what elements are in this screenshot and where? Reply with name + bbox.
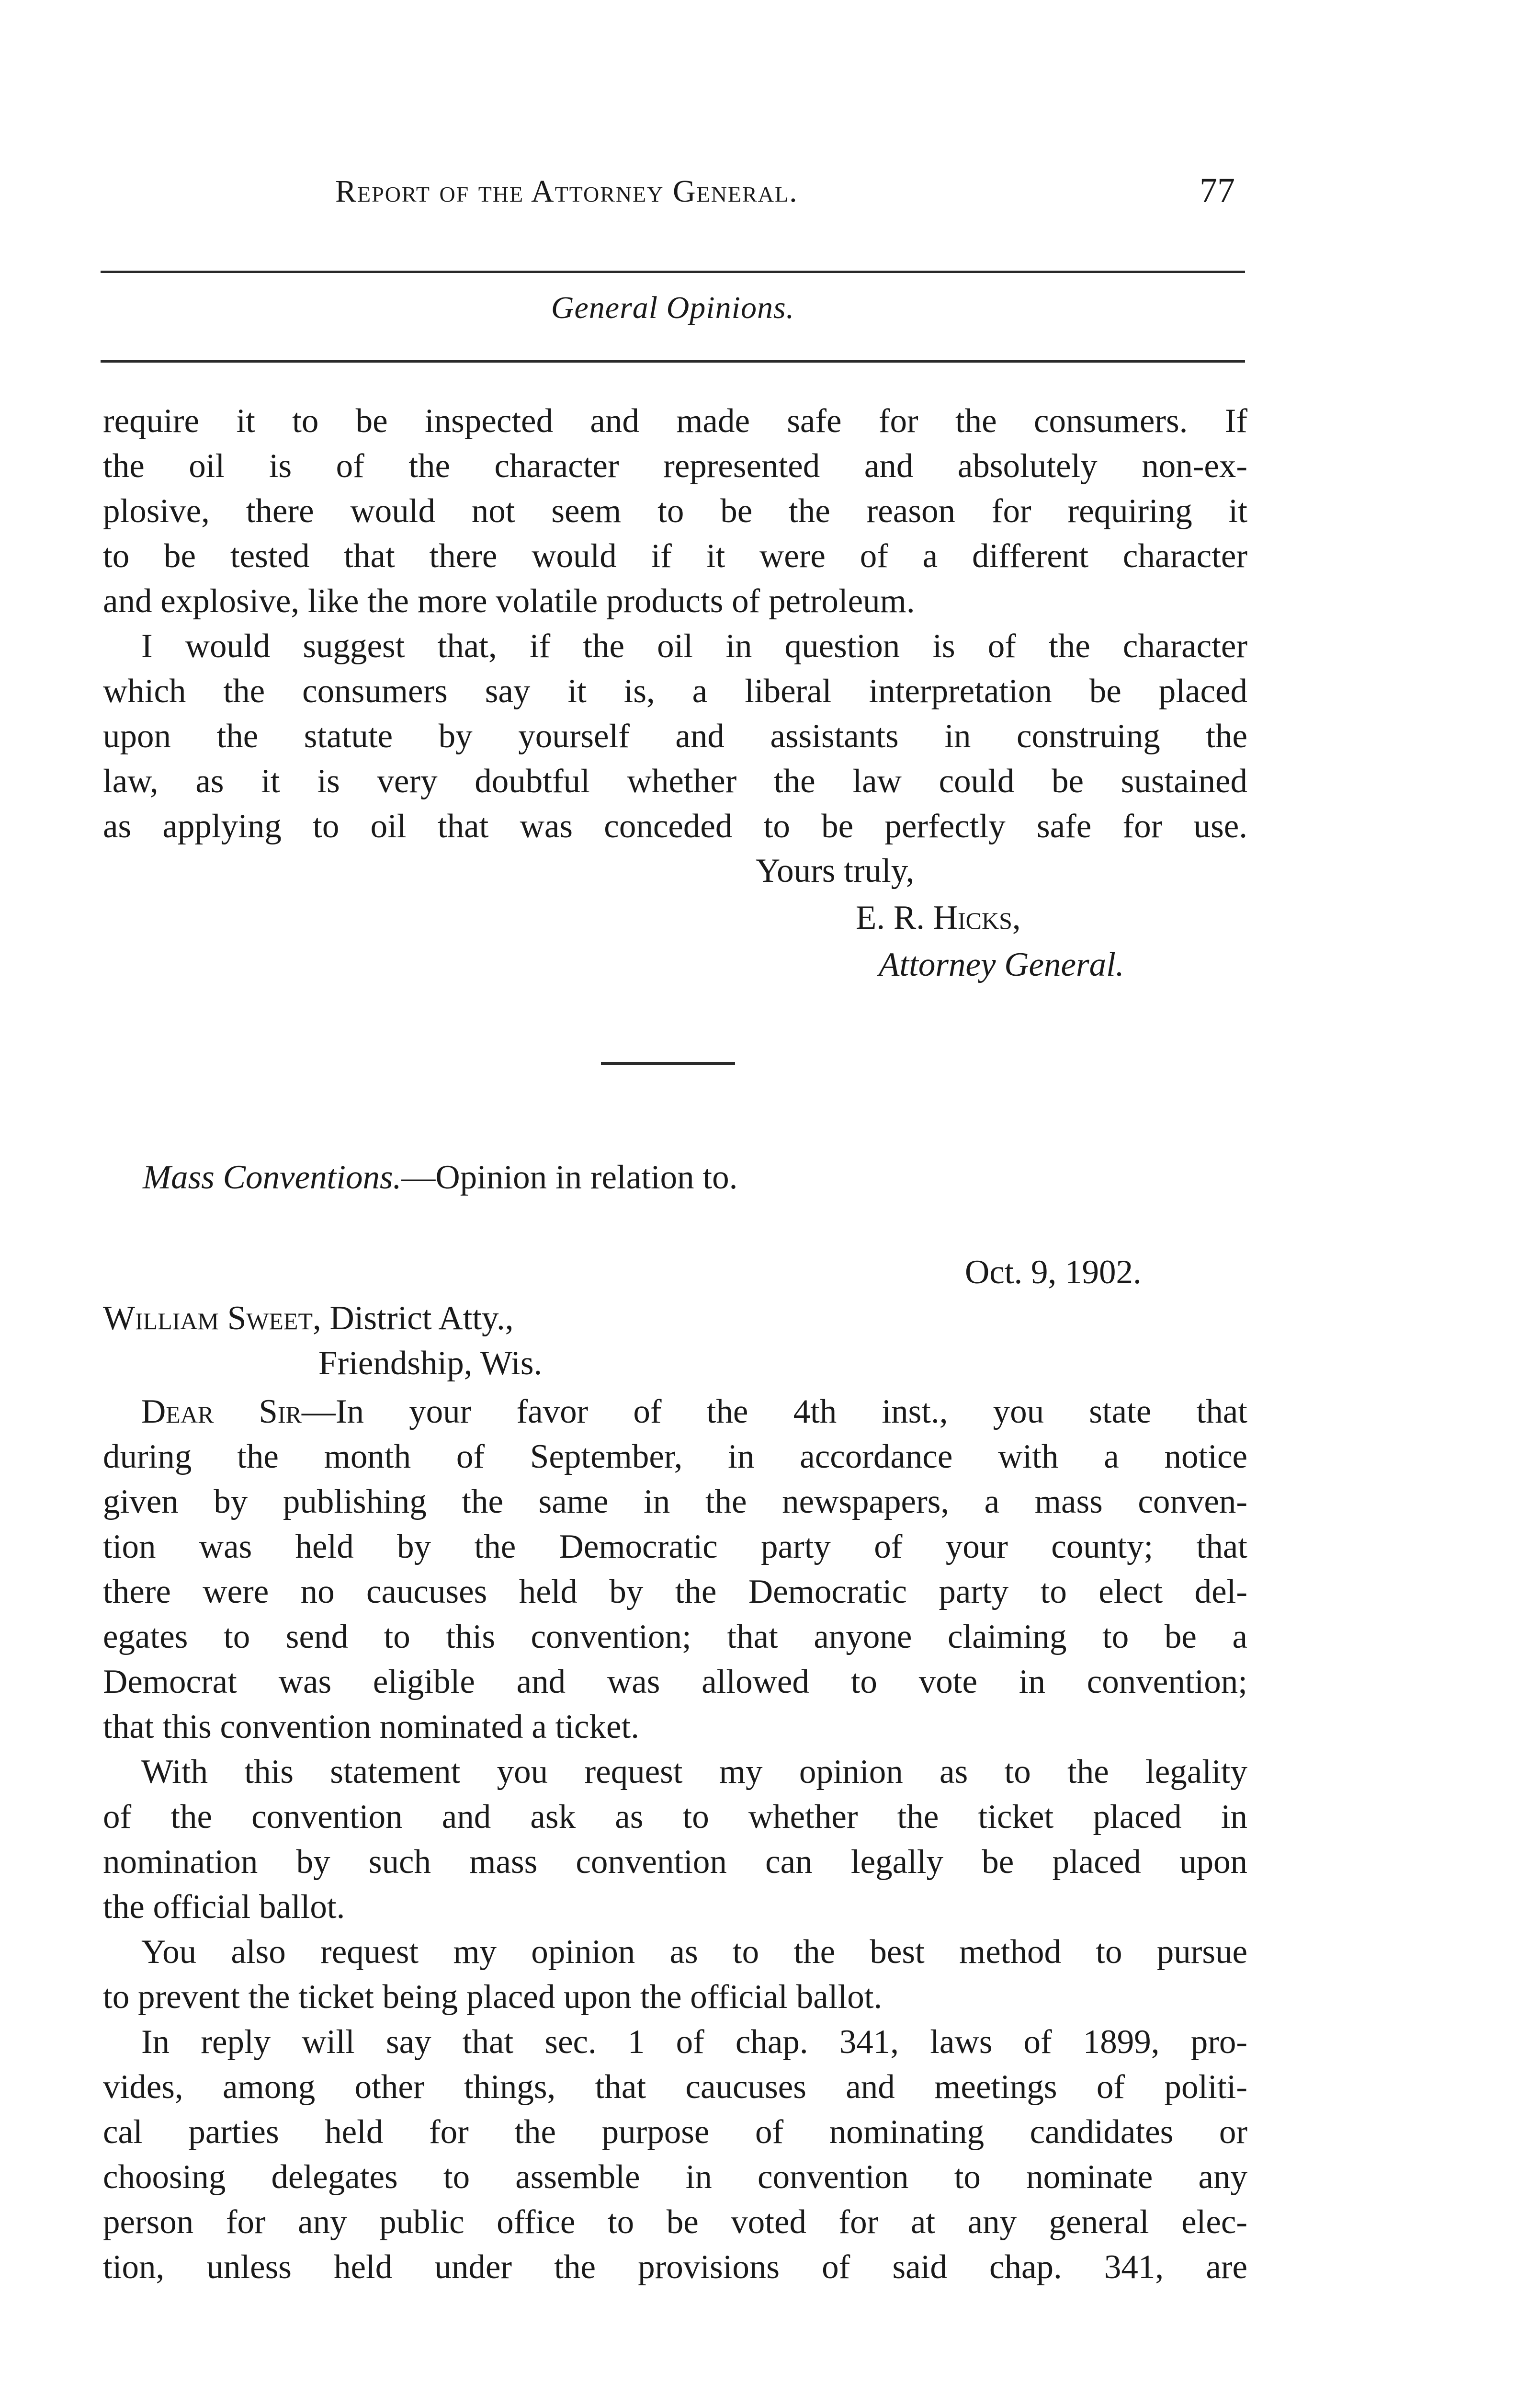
body-line: and explosive, like the more volatile products of petroleum. [103, 582, 915, 620]
addressee-name: William Sweet, [103, 1300, 321, 1337]
body-line: cal parties held for the purpose of nominating candidates or [103, 2113, 1247, 2151]
addressee-line [103, 1299, 513, 1338]
body-line: that this convention nominated a ticket. [103, 1708, 639, 1745]
closing-phrase: Yours truly, [756, 852, 915, 890]
body-line: there were no caucuses held by the Democratic party to elect del- [103, 1573, 1247, 1610]
section-divider [601, 1062, 735, 1065]
body-line: I would suggest that, if the oil in question is of the character [141, 627, 1247, 665]
body-line: Democrat was eligible and was allowed to vote in convention; [103, 1663, 1247, 1700]
body-line: law, as it is very doubtful whether the law could be sustained [103, 763, 1247, 800]
body-line: require it to be inspected and made safe for the consumers. If [103, 402, 1247, 440]
body-line: the oil is of the character represented and absolutely non-ex- [103, 447, 1247, 485]
running-header-title: Report of the Attorney General. [335, 174, 798, 209]
body-line: person for any public office to be voted for at any general elec- [103, 2203, 1247, 2241]
body-line: as applying to oil that was conceded to be perfectly safe for use. [103, 808, 1247, 845]
body-text: —In your favor of the 4th inst., you state that [301, 1393, 1247, 1430]
body-line: the official ballot. [103, 1888, 345, 1926]
opinion-date: Oct. 9, 1902. [965, 1254, 1142, 1291]
body-line: to prevent the ticket being placed upon the official ballot. [103, 1978, 883, 2016]
subject-description: —Opinion in relation to. [401, 1159, 738, 1196]
subject-heading: Mass Conventions. [143, 1159, 402, 1196]
addressee-title: District Atty., [321, 1300, 514, 1337]
header-rule-top [101, 271, 1245, 273]
body-line: tion, unless held under the provisions of said chap. 341, are [103, 2248, 1247, 2286]
body-line: You also request my opinion as to the best method to pursue [141, 1933, 1247, 1971]
body-line: In reply will say that sec. 1 of chap. 341, laws of 1899, pro- [141, 2023, 1247, 2061]
salutation: Dear Sir [141, 1393, 302, 1430]
header-rule-bottom [101, 360, 1245, 363]
body-line: upon the statute by yourself and assistants in construing the [103, 718, 1247, 755]
body-line: choosing delegates to assemble in convention to nominate any [103, 2158, 1247, 2196]
body-line: tion was held by the Democratic party of your county; that [103, 1528, 1247, 1565]
body-line: plosive, there would not seem to be the reason for requiring it [103, 492, 1247, 530]
body-line: vides, among other things, that caucuses and meetings of politi- [103, 2068, 1247, 2106]
body-line: egates to send to this convention; that anyone claiming to be a [103, 1618, 1247, 1655]
body-line: during the month of September, in accordance with a notice [103, 1438, 1247, 1475]
body-line: given by publishing the same in the newspapers, a mass conven- [103, 1483, 1247, 1520]
body-line: nomination by such mass convention can legally be placed upon [103, 1843, 1247, 1881]
section-title: General Opinions. [551, 290, 795, 325]
body-line: of the convention and ask as to whether the ticket placed in [103, 1798, 1247, 1836]
body-line: to be tested that there would if it were of a different character [103, 537, 1247, 575]
salutation-line [141, 1389, 1247, 1434]
opinion-subject [143, 1158, 737, 1197]
signature-name: E. R. Hicks, [856, 899, 1021, 936]
body-line: which the consumers say it is, a liberal interpretation be placed [103, 673, 1247, 710]
page-number: 77 [1200, 171, 1235, 210]
body-line: With this statement you request my opinion as to the legality [141, 1753, 1247, 1791]
addressee-location: Friendship, Wis. [318, 1345, 543, 1382]
signature-title: Attorney General. [879, 946, 1124, 983]
